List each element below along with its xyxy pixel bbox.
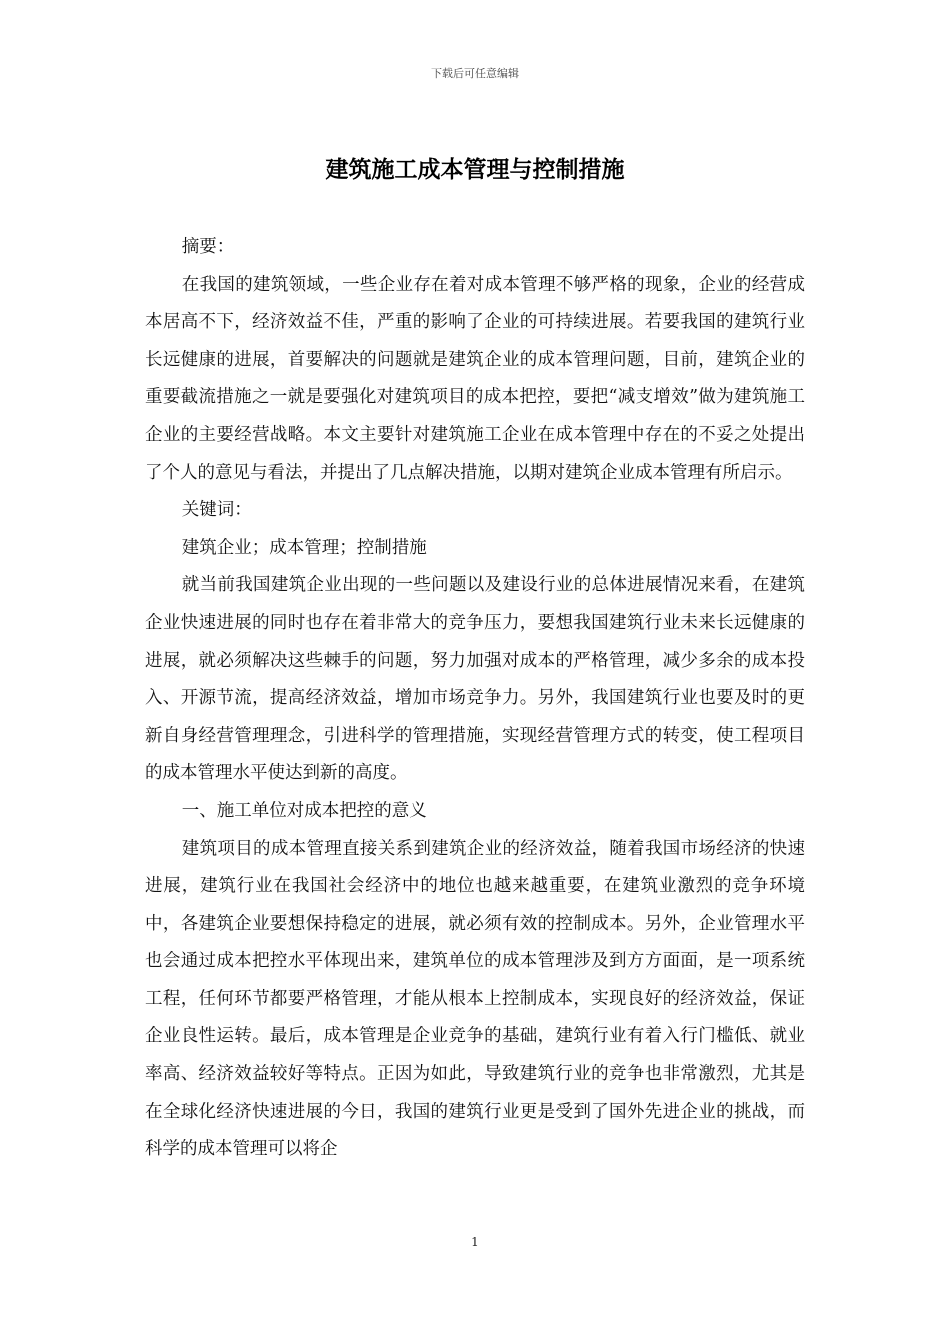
keywords-list: 建筑企业；成本管理；控制措施 [181,537,427,558]
section-heading-1: 一、施工单位对成本把控的意义 [181,800,427,821]
document-body [145,229,805,1169]
section-paragraph-1: 建筑项目的成本管理直接关系到建筑企业的经济效益，随着我国市场经济的快速进展，建筑行业在我国社会经济中的地位也越来越重要，在建筑业激烈的竞争环境中，各建筑企业要想保持稳定的进展，就必须有效的控制成本。另外，企业管理水平也会通过成本把控水平体现出来，建筑单位的成本管理涉及到方方面面，是一项系统工程，任何环节都要严格管理，才能从根本上控制成本，实现良好的经济效益，保证企业良性运转。最后，成本管理是企业竞争的基础，建筑行业有着入行门槛低、就业率高、经济效益较好等特点。正因为如此，导致建筑行业的竞争也非常激烈，尤其是在全球化经济快速进展的今日，我国的建筑行业更是受到了国外先进企业的挑战，而科学的成本管理可以将企 [145,838,805,1160]
page-number: 1 [471,1235,479,1249]
intro-paragraph: 就当前我国建筑企业出现的一些问题以及建设行业的总体进展情况来看，在建筑企业快速进展的同时也存在着非常大的竞争压力，要想我国建筑行业未来长远健康的进展，就必须解决这些棘手的问题，努力加强对成本的严格管理，减少多余的成本投入、开源节流，提高经济效益，增加市场竞争力。另外，我国建筑行业也要及时的更新自身经营管理理念，引进科学的管理措施，实现经营管理方式的转变，使工程项目的成本管理水平使达到新的高度。 [145,575,805,784]
abstract-paragraph: 在我国的建筑领域，一些企业存在着对成本管理不够严格的现象，企业的经营成本居高不下，经济效益不佳，严重的影响了企业的可持续进展。若要我国的建筑行业长远健康的进展，首要解决的问题就是建筑企业的成本管理问题，目前，建筑企业的重要截流措施之一就是要强化对建筑项目的成本把控，要把“减支增效”做为建筑施工企业的主要经营战略。本文主要针对建筑施工企业在成本管理中存在的不妥之处提出了个人的意见与看法，并提出了几点解决措施，以期对建筑企业成本管理有所启示。 [145,274,805,483]
document-title: 建筑施工成本管理与控制措施 [325,156,625,183]
abstract-label: 摘要： [181,237,235,257]
keywords-label: 关键词： [181,500,252,521]
page-header-note: 下载后可任意编辑 [431,67,519,80]
